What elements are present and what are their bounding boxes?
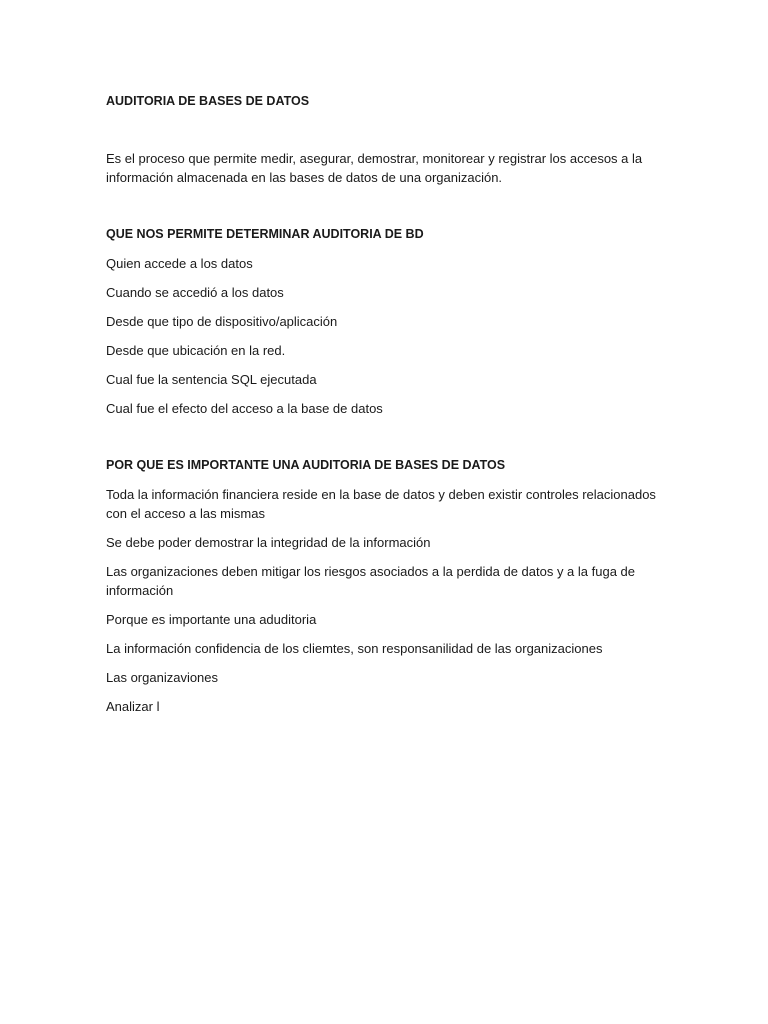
list-item: Cual fue el efecto del acceso a la base de datos: [106, 401, 383, 416]
list-item: La información confidencia de los cliemtes, son responsanilidad de las organizaciones: [106, 641, 603, 656]
section-heading-determinar: QUE NOS PERMITE DETERMINAR AUDITORIA DE BD: [106, 227, 424, 241]
section-heading-importante: POR QUE ES IMPORTANTE UNA AUDITORIA DE BASES DE DATOS: [106, 458, 506, 472]
list-item: Cual fue la sentencia SQL ejecutada: [106, 372, 317, 387]
list-item: Analizar l: [106, 699, 160, 714]
document-title: AUDITORIA DE BASES DE DATOS: [106, 94, 310, 108]
list-item: Las organizaciones deben mitigar los riesgos asociados a la perdida de datos y a la fuga de información: [106, 564, 636, 598]
list-item: Desde que ubicación en la red.: [106, 343, 286, 358]
list-item: Porque es importante una aduditoria: [106, 612, 317, 627]
list-item: Las organizaviones: [106, 670, 219, 685]
list-item: Desde que tipo de dispositivo/aplicación: [106, 314, 338, 329]
list-item: Cuando se accedió a los datos: [106, 285, 284, 300]
list-item: Toda la información financiera reside en la base de datos y deben existir controles relacionados con el acceso a las mismas: [106, 487, 656, 521]
list-item: Quien accede a los datos: [106, 256, 253, 271]
document-body: [106, 92, 666, 716]
intro-paragraph: Es el proceso que permite medir, asegurar, demostrar, monitorear y registrar los accesos a la información almacenada en las bases de datos de una organización.: [106, 151, 643, 185]
list-item: Se debe poder demostrar la integridad de la información: [106, 535, 431, 550]
